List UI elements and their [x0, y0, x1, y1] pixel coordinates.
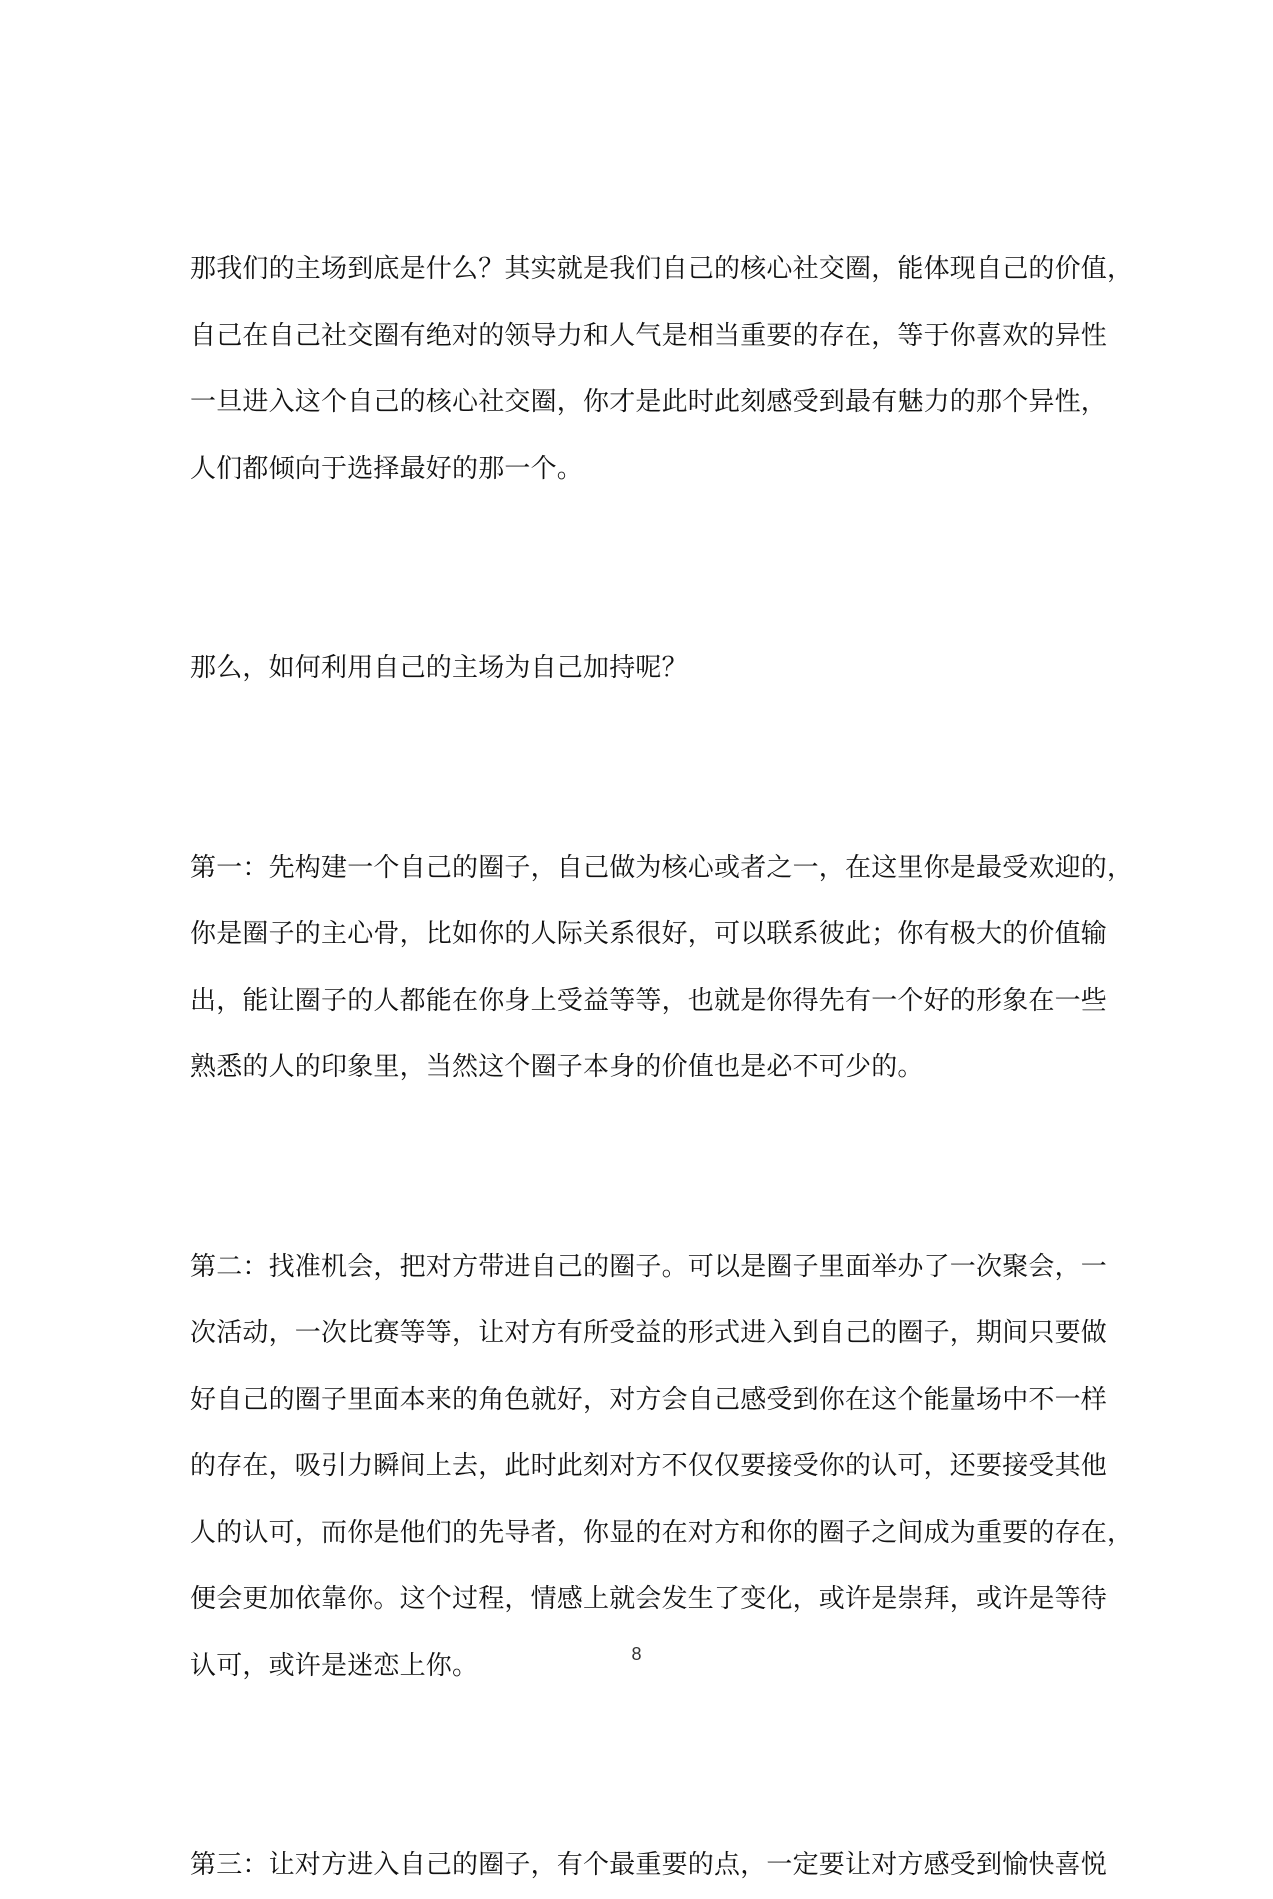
- text-line: 第二：找准机会，把对方带进自己的圈子。可以是圈子里面举办了一次聚会，一: [190, 1251, 1108, 1282]
- text-line: 便会更加依靠你。这个过程，情感上就会发生了变化，或许是崇拜，或许是等待: [190, 1584, 1108, 1614]
- paragraph-spacing: [190, 1699, 1090, 1832]
- text-line: 熟悉的人的印象里，当然这个圈子本身的价值也是必不可少的。: [190, 1052, 924, 1082]
- paragraph-spacing: [190, 1101, 1090, 1234]
- text-line: 自己在自己社交圈有绝对的领导力和人气是相当重要的存在，等于你喜欢的异性: [190, 320, 1108, 351]
- paragraph-question: [190, 635, 1090, 702]
- paragraph-step-two: [190, 1234, 1134, 1700]
- text-line: 的存在，吸引力瞬间上去，此时此刻对方不仅仅要接受你的认可，还要接受其他: [190, 1451, 1108, 1481]
- text-line: 次活动，一次比赛等等，让对方有所受益的形式进入到自己的圈子，期间只要做: [190, 1318, 1108, 1348]
- text-line: 你是圈子的主心骨，比如你的人际关系很好，可以联系彼此；你有极大的价值输: [190, 919, 1108, 949]
- paragraph-spacing: [190, 702, 1090, 835]
- text-line: 第一：先构建一个自己的圈子，自己做为核心或者之一，在这里你是最受欢迎的，: [190, 852, 1134, 883]
- text-line: 出，能让圈子的人都能在你身上受益等等，也就是你得先有一个好的形象在一些: [190, 985, 1108, 1016]
- paragraph-home-field: [190, 236, 1134, 502]
- text-line: 一旦进入这个自己的核心社交圈，你才是此时此刻感受到最有魅力的那个异性，: [190, 387, 1108, 417]
- paragraph-step-one: [190, 835, 1134, 1101]
- text-line: 那我们的主场到底是什么？其实就是我们自己的核心社交圈，能体现自己的价值，: [190, 254, 1134, 284]
- text-line: 人们都倾向于选择最好的那一个。: [190, 453, 584, 484]
- text-line: 好自己的圈子里面本来的角色就好，对方会自己感受到你在这个能量场中不一样: [190, 1384, 1108, 1415]
- paragraph-spacing: [190, 502, 1090, 635]
- page-number: 8: [631, 1644, 642, 1664]
- text-line: 人的认可，而你是他们的先导者，你显的在对方和你的圈子之间成为重要的存在，: [190, 1517, 1134, 1548]
- text-line: 那么，如何利用自己的主场为自己加持呢？: [190, 653, 688, 683]
- text-line: 第三：让对方进入自己的圈子，有个最重要的点，一定要让对方感受到愉快喜悦: [190, 1850, 1108, 1880]
- text-line: 认可，或许是迷恋上你。: [190, 1650, 479, 1681]
- paragraph-step-three: [190, 1832, 1108, 1899]
